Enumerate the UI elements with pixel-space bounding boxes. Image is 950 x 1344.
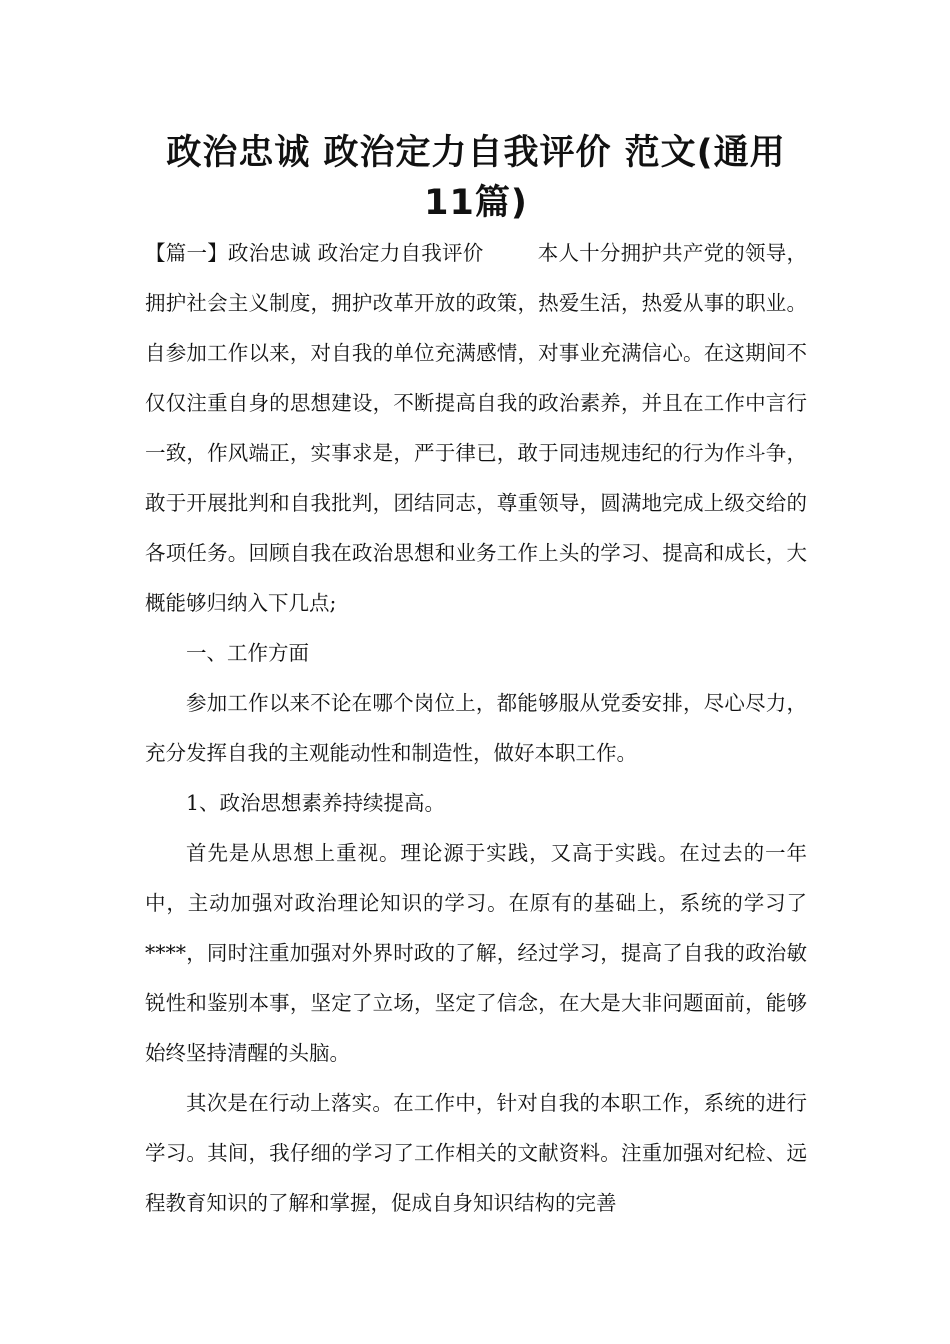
first-paragraph-text: 本人十分拥护共产党的领导，拥护社会主义制度，拥护改革开放的政策，热爱生活，热爱从事的职业。自参加工作以来，对自我的单位充满感情，对事业充满信心。在这期间不仅仅注重自身的思想建设，不断提高自我的政治素养，并且在工作中言行一致，作风端正，实事求是，严于律已，敢于同违规违纪的行为作斗争，敢于开展批判和自我批判，团结同志，尊重领导，圆满地完成上级交给的各项任务。回顾自我在政治思想和业务工作上头的学习、提高和成长，大概能够归纳入下几点; [145,241,808,615]
subsection-heading: 1、政治思想素养持续提高。 [186,791,446,815]
section-heading-work: 一、工作方面 [186,641,309,665]
section-heading: 【篇一】政治忠诚 政治定力自我评价 [145,241,484,265]
paragraph: 首先是从思想上重视。理论源于实践，又高于实践。在过去的一年中，主动加强对政治理论知识的学习。在原有的基础上，系统的学习了****，同时注重加强对外界时政的了解，经过学习，提高了自我的政治敏锐性和鉴别本事，坚定了立场，坚定了信念，在大是大非问题面前，能够始终坚持清醒的头脑。 [145,841,807,1065]
paragraph: 其次是在行动上落实。在工作中，针对自我的本职工作，系统的进行学习。其间，我仔细的学习了工作相关的文献资料。注重加强对纪检、远程教育知识的了解和掌握，促成自身知识结构的完善 [145,1091,807,1215]
document-title: 政治忠诚 政治定力自我评价 范文(通用11篇) [166,133,786,223]
paragraph: 参加工作以来不论在哪个岗位上，都能够服从党委安排，尽心尽力，充分发挥自我的主观能动性和制造性，做好本职工作。 [145,691,807,765]
first-paragraph [145,228,807,628]
document-page [145,128,807,1228]
